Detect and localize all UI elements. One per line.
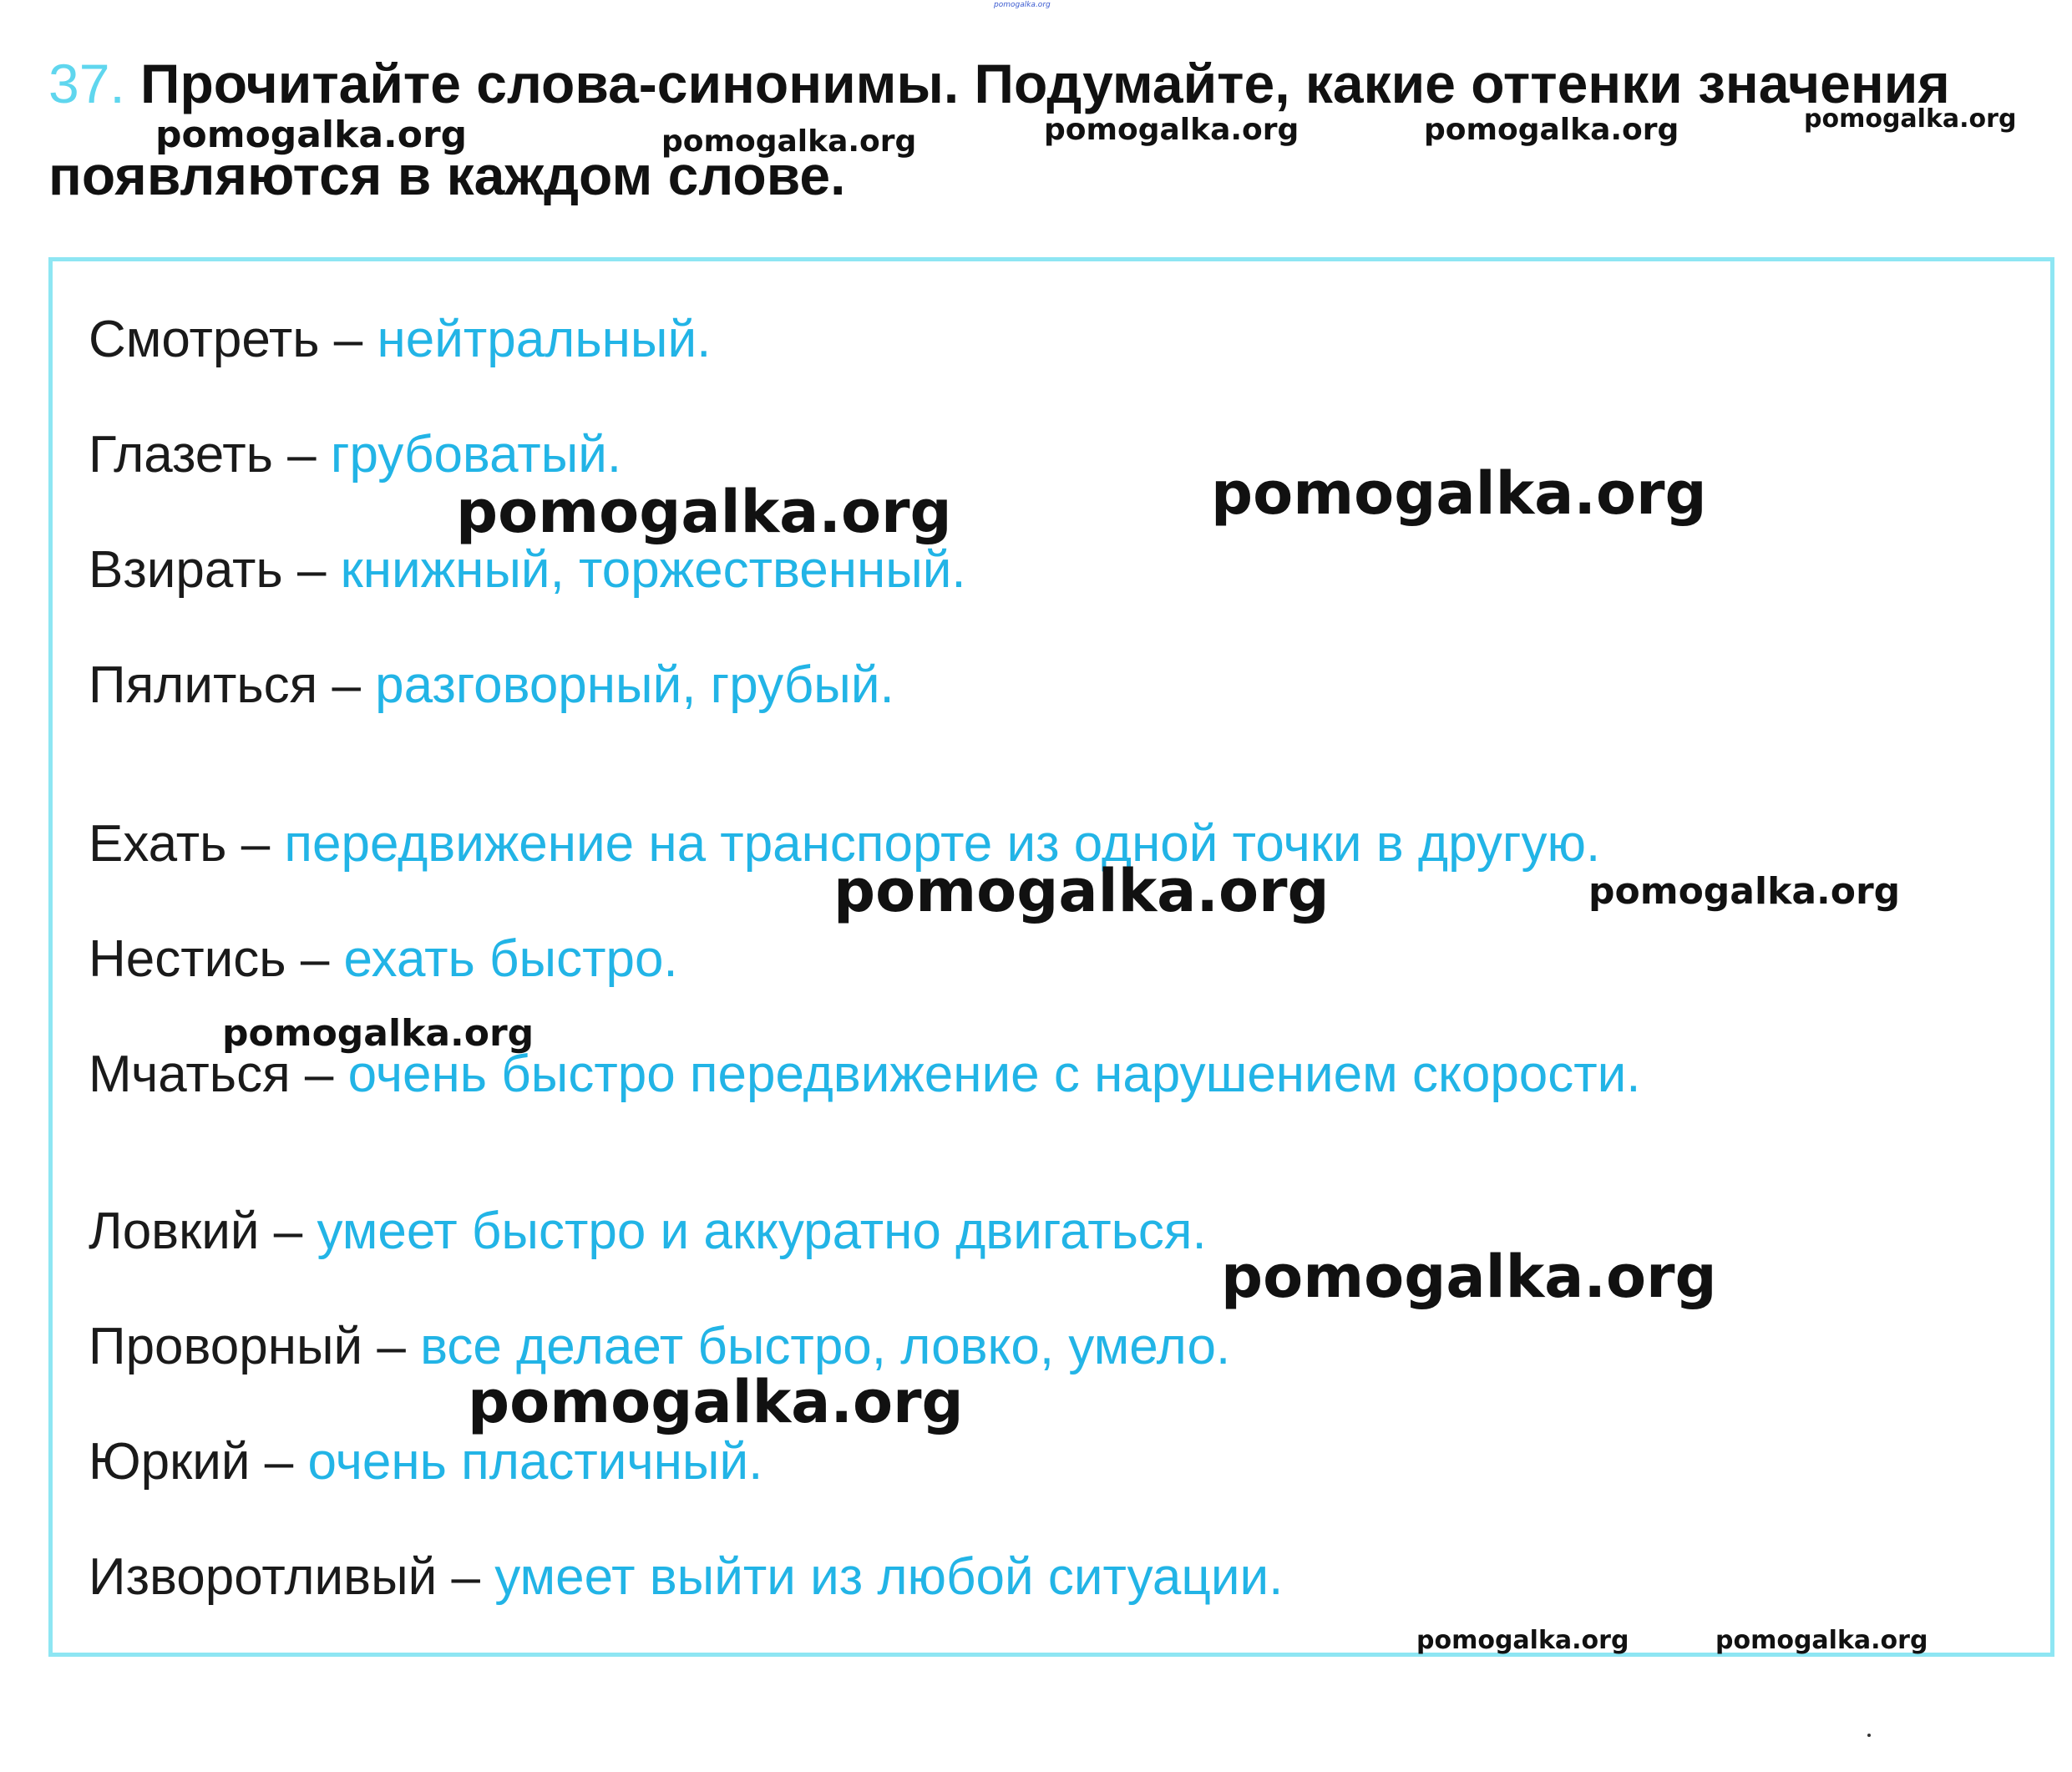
watermark: pomogalka.org bbox=[1804, 104, 2017, 134]
entry-word: Юркий bbox=[89, 1433, 251, 1491]
entry-word: Мчаться bbox=[89, 1045, 291, 1103]
entry-dash: – bbox=[437, 1548, 495, 1606]
entry-word: Пялиться bbox=[89, 656, 318, 714]
watermark: pomogalka.org bbox=[468, 1368, 964, 1436]
stray-dot bbox=[1867, 1734, 1871, 1737]
entry-meaning: нейтральный. bbox=[377, 311, 712, 368]
watermark: pomogalka.org bbox=[1211, 459, 1707, 528]
entry-word: Взирать bbox=[89, 541, 283, 599]
entry-dash: – bbox=[317, 656, 376, 714]
entry-meaning: очень быстро передвижение с нарушением скорости. bbox=[347, 1045, 1641, 1103]
synonym-entry bbox=[89, 930, 678, 988]
entry-dash: – bbox=[286, 930, 344, 988]
synonym-entry bbox=[89, 1318, 1231, 1375]
watermark: pomogalka.org bbox=[1221, 1243, 1717, 1311]
task-number: 37. bbox=[48, 53, 125, 114]
entry-word: Смотреть bbox=[89, 311, 320, 368]
synonym-entry bbox=[89, 541, 966, 599]
synonym-entry bbox=[89, 311, 712, 368]
watermark: pomogalka.org bbox=[661, 124, 917, 159]
entry-dash: – bbox=[272, 426, 331, 484]
watermark: pomogalka.org bbox=[1416, 1626, 1629, 1655]
watermark: pomogalka.org bbox=[1715, 1626, 1928, 1655]
entry-meaning: разговорный, грубый. bbox=[375, 656, 894, 714]
entry-word: Ловкий bbox=[89, 1202, 260, 1260]
watermark: pomogalka.org bbox=[222, 1012, 534, 1055]
entry-word: Нестись bbox=[89, 930, 286, 988]
synonym-entry bbox=[89, 656, 894, 714]
synonym-entry bbox=[89, 1548, 1284, 1606]
entry-meaning: все делает быстро, ловко, умело. bbox=[420, 1318, 1231, 1375]
watermark: pomogalka.org bbox=[456, 478, 952, 546]
task-title-line2: появляются в каждом слове. bbox=[48, 144, 846, 206]
entry-meaning: книжный, торжественный. bbox=[340, 541, 966, 599]
entry-meaning: очень пластичный. bbox=[307, 1433, 763, 1491]
watermark-top: pomogalka.org bbox=[994, 1, 1051, 9]
entry-dash: – bbox=[226, 815, 285, 873]
entry-dash: – bbox=[282, 541, 341, 599]
entry-meaning: передвижение на транспорте из одной точки в другую. bbox=[284, 815, 1601, 873]
entry-meaning: грубоватый. bbox=[330, 426, 622, 484]
synonym-entry bbox=[89, 1433, 763, 1491]
watermark: pomogalka.org bbox=[155, 114, 468, 156]
synonym-entry bbox=[89, 426, 622, 484]
task-title-line1: Прочитайте слова-синонимы. Подумайте, какие оттенки значения bbox=[140, 53, 1950, 114]
synonym-entry bbox=[89, 1202, 1207, 1260]
entry-word: Ехать bbox=[89, 815, 227, 873]
watermark: pomogalka.org bbox=[1044, 113, 1299, 147]
entry-word: Изворотливый bbox=[89, 1548, 438, 1606]
watermark: pomogalka.org bbox=[833, 857, 1330, 925]
entry-word: Проворный bbox=[89, 1318, 363, 1375]
entry-dash: – bbox=[259, 1202, 317, 1260]
entry-meaning: умеет выйти из любой ситуации. bbox=[494, 1548, 1284, 1606]
entry-meaning: умеет быстро и аккуратно двигаться. bbox=[317, 1202, 1207, 1260]
watermark: pomogalka.org bbox=[1588, 870, 1901, 913]
entry-word: Глазеть bbox=[89, 426, 273, 484]
entry-dash: – bbox=[319, 311, 377, 368]
watermark: pomogalka.org bbox=[1424, 113, 1679, 147]
entry-dash: – bbox=[290, 1045, 348, 1103]
entry-dash: – bbox=[250, 1433, 308, 1491]
synonym-entry bbox=[89, 1045, 1641, 1103]
entry-meaning: ехать быстро. bbox=[343, 930, 678, 988]
entry-dash: – bbox=[362, 1318, 421, 1375]
